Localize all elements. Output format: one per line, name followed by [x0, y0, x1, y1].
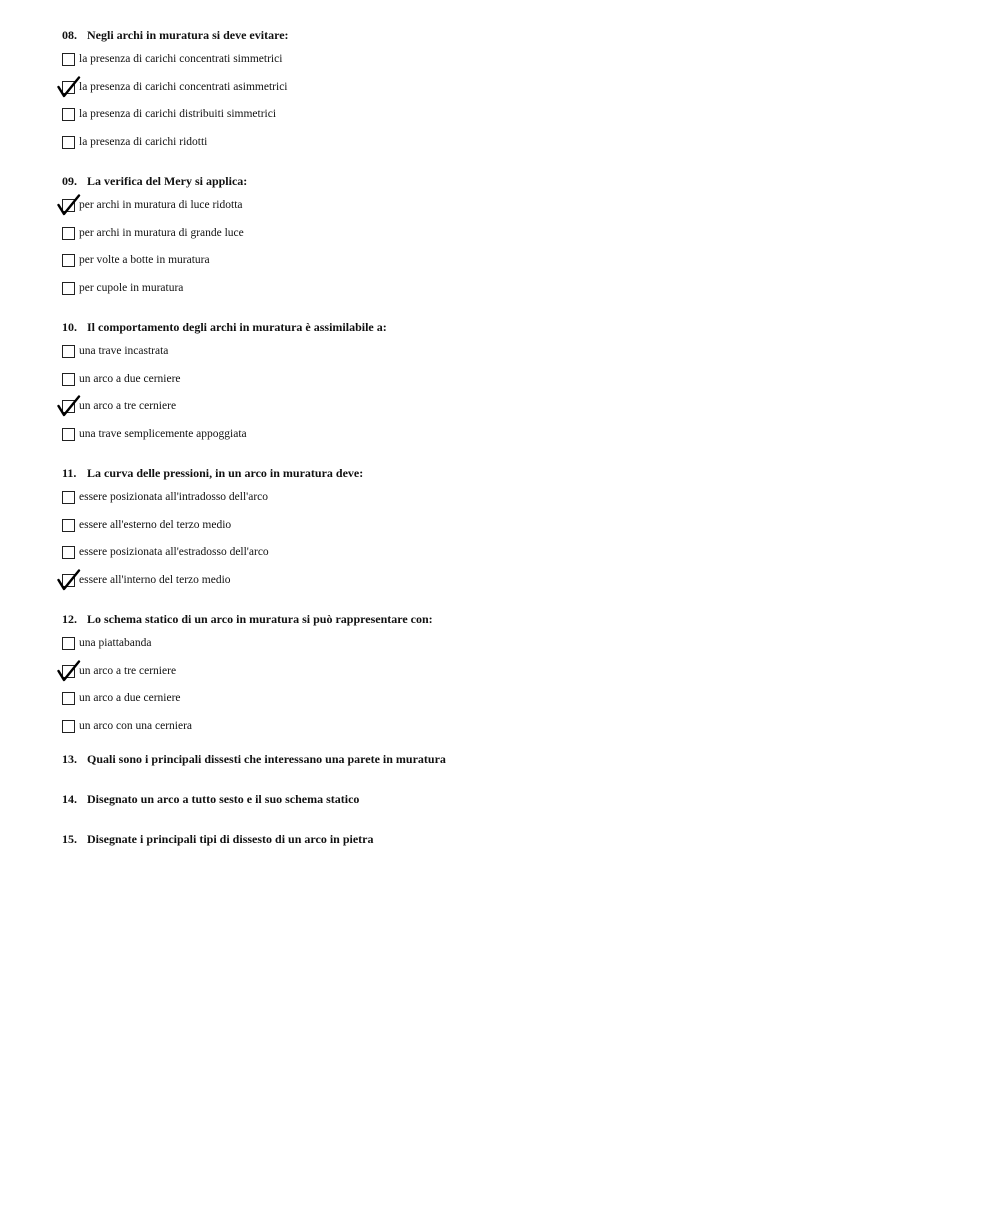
answer-label: una trave semplicemente appoggiata	[79, 427, 247, 440]
answer-option[interactable]	[62, 689, 962, 717]
question-title	[62, 748, 962, 770]
question-title	[62, 24, 962, 46]
question-title	[62, 788, 962, 810]
checkbox[interactable]	[62, 136, 75, 149]
question-number: 10.	[62, 320, 77, 334]
question-title	[62, 316, 962, 338]
checkbox[interactable]	[62, 108, 75, 121]
question-text: Quali sono i principali dissesti che interessano una parete in muratura	[87, 752, 446, 766]
question-13	[62, 748, 962, 788]
answer-label: la presenza di carichi concentrati asimmetrici	[79, 80, 288, 93]
answer-option[interactable]	[62, 571, 962, 599]
check-mark-icon	[57, 395, 81, 417]
checkbox[interactable]	[62, 428, 75, 441]
checkbox[interactable]	[62, 282, 75, 295]
answer-option[interactable]	[62, 543, 962, 571]
answer-option[interactable]	[62, 133, 962, 161]
answer-label: essere posizionata all'estradosso dell'arco	[79, 546, 269, 558]
answer-option[interactable]	[62, 397, 962, 425]
question-08	[62, 24, 962, 160]
answer-label: essere all'interno del terzo medio	[79, 573, 231, 586]
checkbox[interactable]	[62, 199, 75, 212]
question-text: Lo schema statico di un arco in muratura si può rappresentare con:	[87, 612, 433, 626]
checkbox[interactable]	[62, 665, 75, 678]
check-mark-icon	[57, 76, 81, 98]
answer-label: la presenza di carichi ridotti	[79, 135, 208, 148]
answer-label: per archi in muratura di grande luce	[79, 226, 244, 239]
checkbox[interactable]	[62, 254, 75, 267]
answer-label: un arco a tre cerniere	[79, 664, 177, 677]
question-text: La curva delle pressioni, in un arco in muratura deve:	[87, 466, 364, 480]
question-10	[62, 316, 962, 452]
question-title	[62, 608, 962, 630]
question-number: 13.	[62, 752, 77, 766]
answer-option[interactable]	[62, 425, 962, 453]
answer-option[interactable]	[62, 342, 962, 370]
answer-option[interactable]	[62, 196, 962, 224]
answer-label: per cupole in muratura	[79, 281, 184, 294]
checkbox[interactable]	[62, 373, 75, 386]
checkbox[interactable]	[62, 491, 75, 504]
question-number: 11.	[62, 466, 77, 480]
question-11	[62, 462, 962, 598]
answer-label: la presenza di carichi distribuiti simmetrici	[79, 108, 277, 120]
answer-option[interactable]	[62, 516, 962, 544]
answer-option[interactable]	[62, 634, 962, 662]
question-number: 15.	[62, 832, 77, 846]
checkbox[interactable]	[62, 227, 75, 240]
answer-option[interactable]	[62, 370, 962, 398]
answer-option[interactable]	[62, 279, 962, 307]
checkbox[interactable]	[62, 720, 75, 733]
answer-label: essere posizionata all'intradosso dell'arco	[79, 491, 269, 503]
check-mark-icon	[57, 660, 81, 682]
question-title	[62, 462, 962, 484]
answer-option[interactable]	[62, 488, 962, 516]
question-15	[62, 828, 962, 868]
answer-label: per archi in muratura di luce ridotta	[79, 199, 243, 211]
answer-label: la presenza di carichi concentrati simmetrici	[79, 53, 283, 65]
checkbox[interactable]	[62, 345, 75, 358]
question-09	[62, 170, 962, 306]
answer-option[interactable]	[62, 105, 962, 133]
checkbox[interactable]	[62, 81, 75, 94]
answer-label: una trave incastrata	[79, 345, 169, 357]
answer-label: per volte a botte in muratura	[79, 254, 210, 266]
question-title	[62, 170, 962, 192]
answer-option[interactable]	[62, 224, 962, 252]
question-number: 12.	[62, 612, 77, 626]
answer-option[interactable]	[62, 717, 962, 745]
question-text: La verifica del Mery si applica:	[87, 174, 248, 188]
checkbox[interactable]	[62, 692, 75, 705]
answer-option[interactable]	[62, 251, 962, 279]
question-number: 14.	[62, 792, 77, 806]
question-12	[62, 608, 962, 744]
answer-option[interactable]	[62, 78, 962, 106]
answer-option[interactable]	[62, 662, 962, 690]
question-text: Negli archi in muratura si deve evitare:	[87, 28, 289, 42]
question-number: 08.	[62, 28, 77, 42]
question-14	[62, 788, 962, 828]
check-mark-icon	[57, 194, 81, 216]
check-mark-icon	[57, 569, 81, 591]
question-title	[62, 828, 962, 850]
checkbox[interactable]	[62, 519, 75, 532]
checkbox[interactable]	[62, 400, 75, 413]
question-text: Il comportamento degli archi in muratura è assimilabile a:	[87, 320, 387, 334]
checkbox[interactable]	[62, 637, 75, 650]
question-text: Disegnate i principali tipi di dissesto di un arco in pietra	[87, 832, 374, 846]
answer-label: un arco a due cerniere	[79, 372, 181, 385]
question-text: Disegnato un arco a tutto sesto e il suo schema statico	[87, 792, 360, 806]
checkbox[interactable]	[62, 546, 75, 559]
answer-label: un arco con una cerniera	[79, 719, 193, 732]
answer-label: una piattabanda	[79, 637, 152, 649]
answer-label: essere all'esterno del terzo medio	[79, 518, 232, 531]
checkbox[interactable]	[62, 574, 75, 587]
answer-label: un arco a due cerniere	[79, 692, 181, 704]
quiz-page	[62, 24, 962, 868]
question-number: 09.	[62, 174, 77, 188]
checkbox[interactable]	[62, 53, 75, 66]
answer-option[interactable]	[62, 50, 962, 78]
answer-label: un arco a tre cerniere	[79, 400, 177, 412]
